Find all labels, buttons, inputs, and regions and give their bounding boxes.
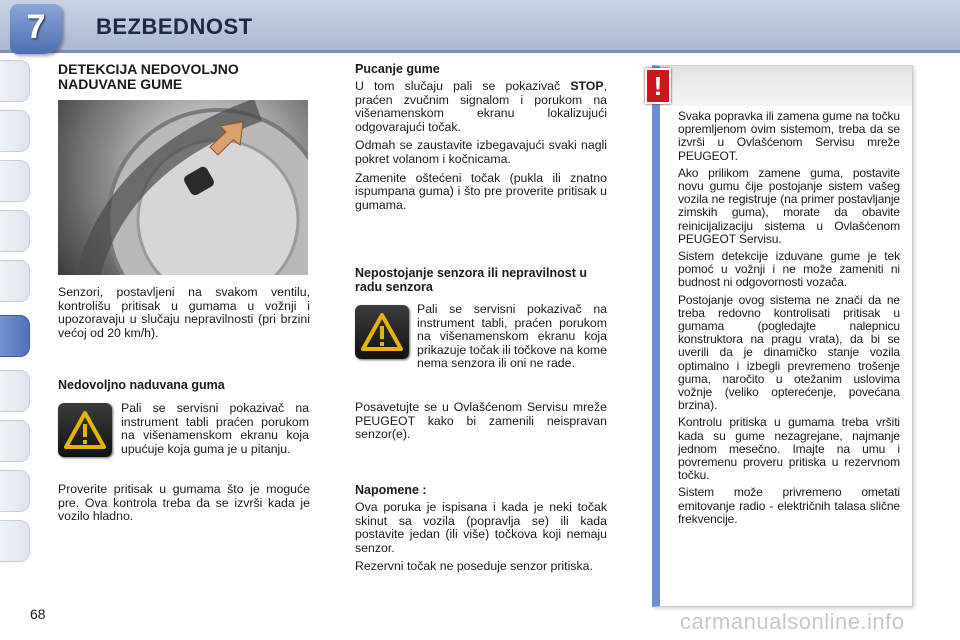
notes-block <box>355 483 607 574</box>
subsection-heading: Nedovoljno naduvana guma <box>58 378 225 392</box>
exclamation-icon: ! <box>645 68 671 104</box>
underinflated-block <box>58 378 310 393</box>
chapter-badge <box>10 4 62 54</box>
watermark: carmanualsonline.info <box>680 609 905 634</box>
notes-heading: Napomene : <box>355 483 427 497</box>
advice-block <box>58 483 310 524</box>
tyre-valve-photo <box>58 100 308 275</box>
chapter-tab[interactable] <box>0 470 30 512</box>
section-heading: DETEKCIJA NEDOVOLJNO NADUVANE GUME <box>58 61 239 92</box>
chapter-tab[interactable] <box>0 370 30 412</box>
burst-paragraph-1 <box>355 80 607 134</box>
warning-paragraph: Pali se servisni pokazivač na instrument tabli praćen porukom na višenamenskom ekranu koja upućuje koja guma je u pitanju. <box>121 401 309 456</box>
burst-block <box>355 62 607 212</box>
sensor-paragraph <box>355 303 607 371</box>
sensor-block <box>355 266 607 294</box>
page-number: 68 <box>30 606 46 622</box>
chapter-tab[interactable] <box>0 60 30 102</box>
warning-text-block <box>121 402 309 456</box>
sensor-text: Pali se servisni pokazivač na instrument tabli, praćen porukom na višenamenskom ekranu koja prikazuje točak ili točkove na kome nema senzora ili oni ne rade. <box>417 302 608 371</box>
burst-paragraph-3: Zamenite oštećeni točak (pukla ili znatno ispumpana guma) i što pre proverite pritisak u gumama. <box>355 170 607 212</box>
chapter-tab[interactable] <box>0 260 30 302</box>
panel-paragraph-6: Sistem može privremeno ometati emitovanje radio - električnih talasa slične frekvencije. <box>678 485 900 526</box>
sensor-advice-block <box>355 401 607 442</box>
chapter-number: 7 <box>26 8 46 46</box>
panel-paragraph-1: Svaka popravka ili zamena gume na točku opremljenom ovim sistemom, treba da se izvrši u Ovlašćenom Servisu mreže PEUGEOT. <box>678 109 900 163</box>
burst-paragraph-2: Odmah se zaustavite izbegavajući svaki nagli pokret volanom i kočnicama. <box>355 138 607 166</box>
chapter-tab[interactable] <box>0 210 30 252</box>
section-heading-container <box>58 62 310 92</box>
icon-spacer <box>355 303 417 369</box>
chapter-tab[interactable] <box>0 110 30 152</box>
intro-paragraph: Senzori, postavljeni na svakom ventilu, kontrolišu pritisak u gumama u vožnji i upozoravaju u slučaju nepravilnosti (pri brzini većoj od 20 km/h). <box>58 285 310 340</box>
chapter-tabs <box>0 60 32 580</box>
stop-label: STOP <box>570 79 604 93</box>
subsection-heading: Pucanje gume <box>355 62 440 76</box>
notes-paragraph-2: Rezervni točak ne poseduje senzor pritiska. <box>355 559 593 574</box>
burst-text-b: , praćen zvučnim signalom i porukom na višenamenskom ekranu lokalizujući odgovarajući točak. <box>355 79 607 134</box>
panel-paragraph-2: Ako prilikom zamene guma, postavite novu gumu čije postojanje sistem vašeg vozila ne registruje (na primer postavljanje zimskih guma), morate da obavite reinicijalizaciju sistema u Ovlašćenom PEUGEOT Servisu. <box>678 165 900 246</box>
sensor-text-block <box>355 303 607 371</box>
chapter-tab[interactable] <box>0 420 30 462</box>
panel-paragraph-5: Kontrolu pritiska u gumama treba vršiti kada su gume nezagrejane, najmanje jednom mesečno. Imajte na umu i povremenu proveru pritiska u rezervnom točku. <box>678 415 900 483</box>
subsection-heading: Nepostojanje senzora ili nepravilnost u radu senzora <box>355 266 587 294</box>
header-divider <box>0 50 960 53</box>
notes-paragraph-1: Ova poruka je ispisana i kada je neki točak skinut sa vozila (popravlja se) ili kada postavite jedan (ili više) točkova koji nemaju senzor. <box>355 500 607 555</box>
chapter-tab[interactable] <box>0 160 30 202</box>
chapter-tab[interactable] <box>0 520 30 562</box>
panel-paragraph-3: Sistem detekcije izduvane gume je tek pomoć u vožnji i ne može zameniti ni budnost ni odgovornosti vozača. <box>678 249 900 290</box>
intro-block <box>58 286 310 340</box>
chapter-tab-active[interactable] <box>0 315 30 357</box>
warning-triangle-icon <box>58 403 112 457</box>
sensor-advice-paragraph: Posavetujte se u Ovlašćenom Servisu mreže PEUGEOT kako bi zamenili neispravan senzor(e). <box>355 400 607 442</box>
page-title: BEZBEDNOST <box>96 14 253 39</box>
burst-text-a: U tom slučaju pali se pokazivač <box>355 79 571 93</box>
panel-paragraph-4: Postojanje ovog sistema ne znači da ne treba redovno kontrolisati pritisak u gumama (pogledajte nalepnicu konstruktora na pragu vrata), da bi se uverili da je dinamičko stanje vozila optimalno i izbegli prevremeno trošenje guma, naročito u otežanim uslovima vožnje (veliko opterećenje, povećana brzina). <box>678 292 900 413</box>
info-panel-header <box>660 66 912 106</box>
info-panel-text <box>678 110 900 530</box>
wheel-illustration <box>58 100 308 275</box>
advice-paragraph: Proverite pritisak u gumama što je moguće pre. Ova kontrola treba da se izvrši kada je vozilo hladno. <box>58 482 310 524</box>
